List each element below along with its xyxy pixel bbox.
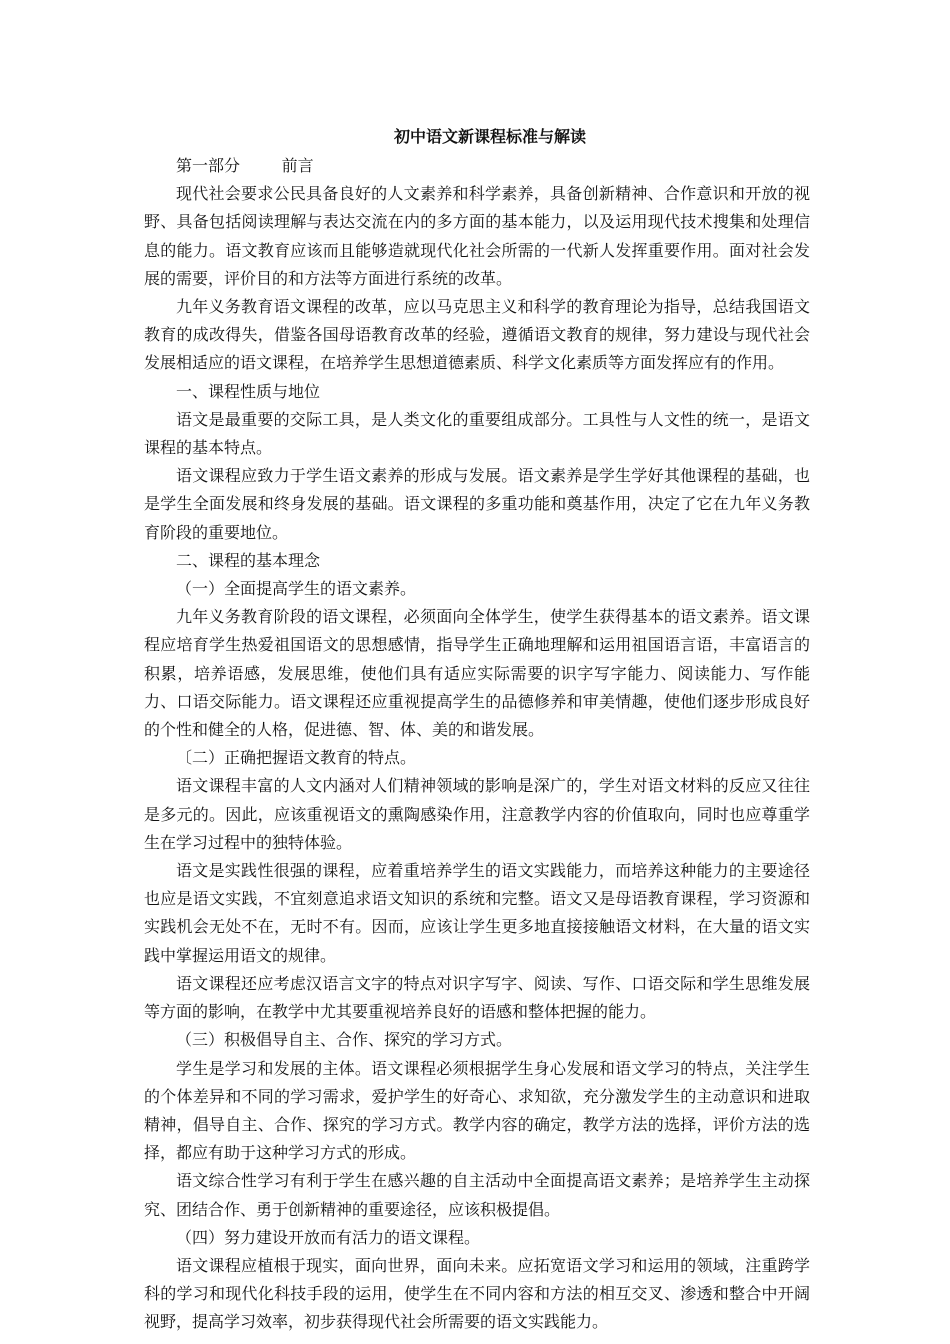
section-heading-philosophy: 二、课程的基本理念	[176, 550, 321, 570]
paragraph-sub1: 九年义务教育阶段的语文课程，必须面向全体学生，使学生获得基本的语文素养。语文课程应培育学生热爱祖国语文的思想感情，指导学生正确地理解和运用祖国语言语，丰富语言的积累，培养语感，发展思维，使他们具有适应实际需要的识字写字能力、阅读能力、写作能力、口语交际能力。语文课程还应重视提高学生的品德修养和审美情趣，使他们逐步形成良好的个性和健全的人格，促进德、智、体、美的和谐发展。	[144, 607, 810, 740]
paragraph-nature-2: 语文课程应致力于学生语文素养的形成与发展。语文素养是学生学好其他课程的基础，也是学生全面发展和终身发展的基础。语文课程的多重功能和奠基作用，决定了它在九年义务教育阶段的重要地位。	[144, 466, 810, 542]
part-heading	[144, 152, 810, 180]
part-label: 第一部分	[176, 156, 241, 175]
subheading-3: （三）积极倡导自主、合作、探究的学习方式。	[176, 1030, 513, 1050]
paragraph-sub2-1: 语文课程丰富的人文内涵对人们精神领域的影响是深广的，学生对语文材料的反应又往往是多元的。因此，应该重视语文的熏陶感染作用，注意教学内容的价值取向，同时也应尊重学生在学习过程中的独特体验。	[144, 776, 810, 852]
section-heading-nature: 一、课程性质与地位	[176, 381, 321, 401]
document-page	[144, 122, 810, 1337]
paragraph-intro-2: 九年义务教育语文课程的改革，应以马克思主义和科学的教育理论为指导，总结我国语文教育的成改得失，借鉴各国母语教育改革的经验，遵循语文教育的规律，努力建设与现代社会发展相适应的语文课程，在培养学生思想道德素质、科学文化素质等方面发挥应有的作用。	[144, 297, 810, 373]
subheading-4: （四）努力建设开放而有活力的语文课程。	[176, 1227, 481, 1247]
part-name: 前言	[281, 156, 314, 175]
paragraph-sub2-2: 语文是实践性很强的课程，应着重培养学生的语文实践能力，而培养这种能力的主要途径也应是语文实践，不宜刻意追求语文知识的系统和完整。语文又是母语教育课程，学习资源和实践机会无处不在，无时不有。因而，应该让学生更多地直接接触语文材料，在大量的语文实践中掌握运用语文的规律。	[144, 861, 810, 965]
paragraph-intro-1: 现代社会要求公民具备良好的人文素养和科学素养，具备创新精神、合作意识和开放的视野、具备包括阅读理解与表达交流在内的多方面的基本能力，以及运用现代技术搜集和处理信息的能力。语文教育应该而且能够造就现代化社会所需的一代新人发挥重要作用。面对社会发展的需要，评价目的和方法等方面进行系统的改革。	[144, 184, 810, 288]
paragraph-sub3-2: 语文综合性学习有利于学生在感兴趣的自主活动中全面提高语文素养；是培养学生主动探究、团结合作、勇于创新精神的重要途径，应该积极提倡。	[144, 1171, 810, 1219]
subheading-1: （一）全面提高学生的语文素养。	[176, 579, 417, 599]
paragraph-sub3-1: 学生是学习和发展的主体。语文课程必须根据学生身心发展和语文学习的特点，关注学生的个体差异和不同的学习需求，爱护学生的好奇心、求知欲，充分激发学生的主动意识和进取精神，倡导自主、合作、探究的学习方式。教学内容的确定，教学方法的选择，评价方法的选择，都应有助于这种学习方式的形成。	[144, 1058, 810, 1163]
subheading-2: 〔二）正确把握语文教育的特点。	[176, 748, 417, 768]
paragraph-nature-1: 语文是最重要的交际工具，是人类文化的重要组成部分。工具性与人文性的统一，是语文课程的基本特点。	[144, 409, 810, 458]
paragraph-sub2-3: 语文课程还应考虑汉语言文字的特点对识字写字、阅读、写作、口语交际和学生思维发展等方面的影响，在教学中尤其要重视培养良好的语感和整体把握的能力。	[144, 973, 810, 1022]
document-title: 初中语文新课程标准与解读	[393, 127, 586, 146]
paragraph-sub4: 语文课程应植根于现实，面向世界，面向未来。应拓宽语文学习和运用的领域，注重跨学科的学习和现代化科技手段的运用，使学生在不同内容和方法的相互交叉、渗透和整合中开阔视野，提高学习效率，初步获得现代社会所需要的语文实践能力。	[144, 1255, 810, 1332]
